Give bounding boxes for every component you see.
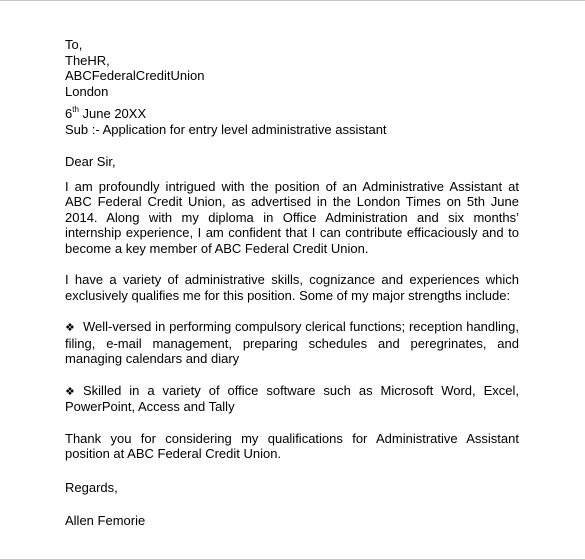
top-border: [0, 0, 585, 1]
letter-date: [65, 106, 519, 122]
signature-name: Allen Femorie: [65, 513, 146, 528]
address-line: ABCFederalCreditUnion: [65, 68, 205, 83]
letter-subject: Sub :- Application for entry level administrative assistant: [65, 121, 387, 137]
closing: Regards,: [65, 479, 118, 495]
strength-bullet-2: [65, 383, 519, 415]
diamond-bullet-icon: ❖: [65, 384, 75, 398]
recipient-address: [65, 37, 519, 99]
strength-bullet-1: [65, 319, 519, 367]
address-line: To,: [65, 37, 83, 52]
salutation: Dear Sir,: [65, 154, 116, 169]
body-paragraph-1: I am profoundly intrigued with the position of an Administrative Assistant at ABC Federal Credit Union, as advertised in the London Times on 5th June 2014. Along with my diploma in Office Administration and six months’ internship experience, I am confident that I can contribute efficaciously and to become a key member of ABC Federal Credit Union.: [65, 178, 519, 256]
date-day: 6: [65, 106, 73, 121]
body-paragraph-3: Thank you for considering my qualifications for Administrative Assistant position at ABC Federal Credit Union.: [65, 430, 519, 461]
cover-letter: [65, 37, 519, 529]
body-paragraph-2: I have a variety of administrative skills, cognizance and experiences which exclusively qualifies me for this position. Some of my major strengths include:: [65, 272, 519, 303]
bullet-text: Skilled in a variety of office software such as Microsoft Word, Excel, PowerPoint, Access and Tally: [65, 382, 519, 414]
diamond-bullet-icon: ❖: [65, 321, 75, 334]
date-rest: June 20XX: [78, 106, 147, 121]
date-subject-block: [65, 106, 519, 137]
address-line: London: [65, 83, 109, 99]
address-line: TheHR,: [65, 52, 110, 68]
bullet-text: Well-versed in performing compulsory clerical functions; reception handling, filing, e-mail management, preparing schedules and peregrinates, and managing calendars and diary: [65, 319, 519, 366]
date-suffix: th: [72, 104, 79, 114]
